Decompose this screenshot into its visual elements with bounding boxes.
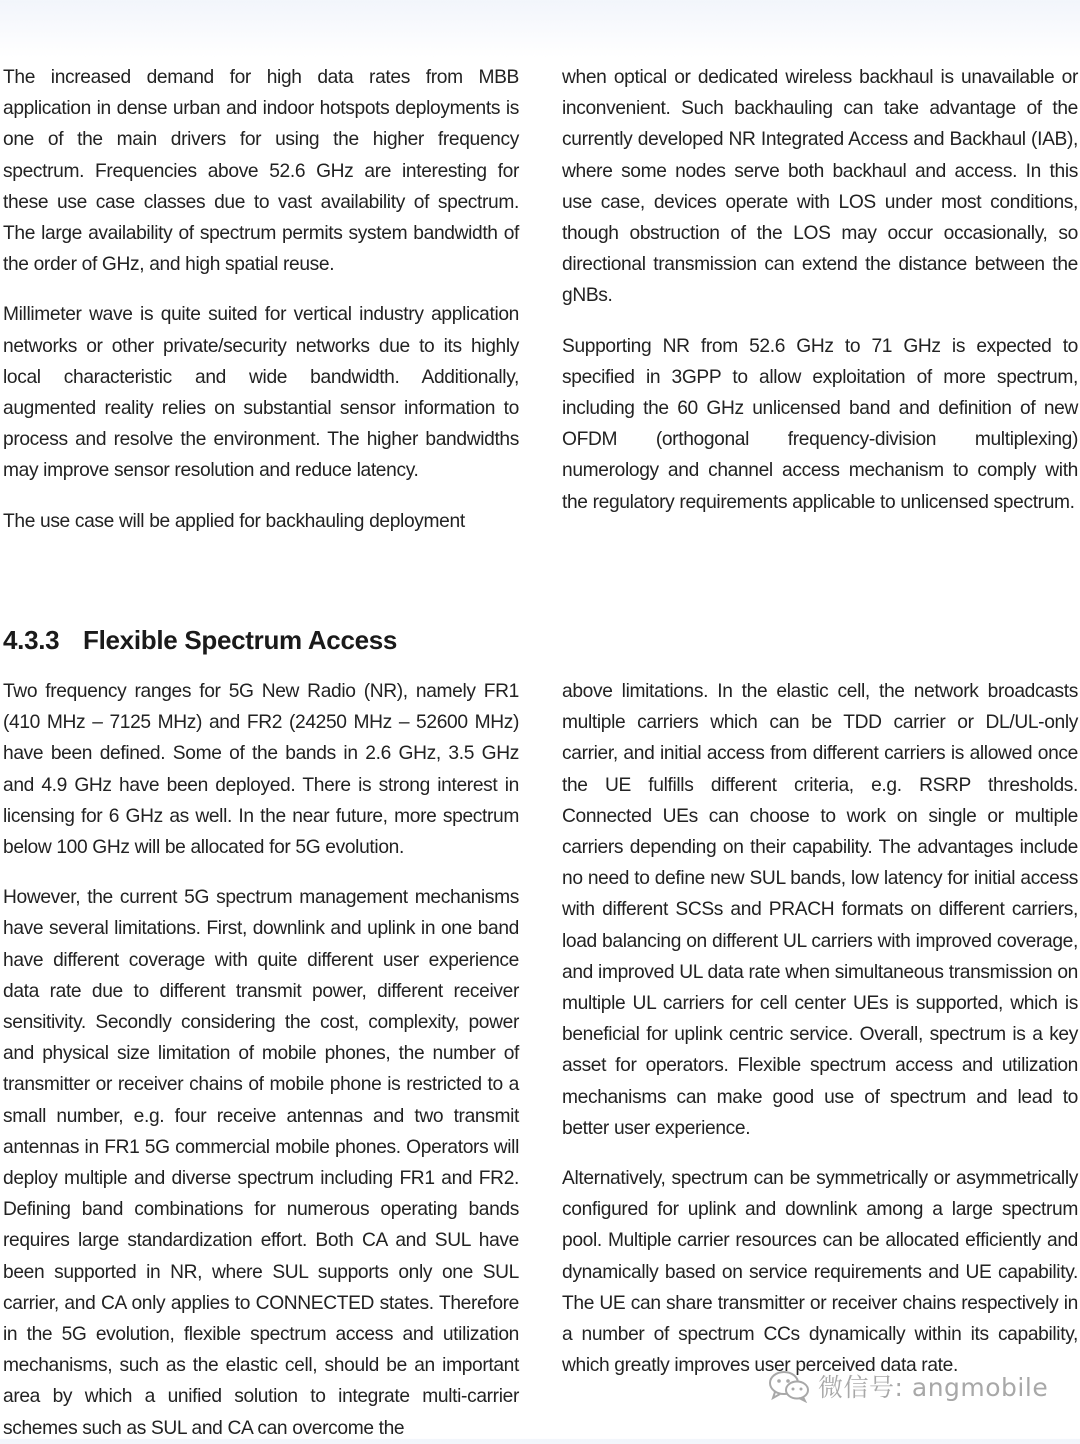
section-title: Flexible Spectrum Access: [83, 625, 398, 655]
bottom-right-column: [562, 676, 1078, 1381]
section-heading: [3, 620, 397, 660]
top-right-column: [562, 62, 1078, 518]
paragraph: Two frequency ranges for 5G New Radio (NR), namely FR1 (410 MHz – 7125 MHz) and FR2 (24250 MHz – 52600 MHz) have been defined. Some of the bands in 2.6 GHz, 3.5 GHz and 4.9 GHz have been deployed. There is strong interest in licensing for 6 GHz as well. In the near future, more spectrum below 100 GHz will be allocated for 5G evolution.: [3, 681, 519, 859]
paragraph: However, the current 5G spectrum management mechanisms have several limitations. First, downlink and uplink in one band have different coverage with quite different user experience data rate due to different transmit power, different receiver sensitivity. Secondly considering the cost, complexity, power and physical size limitation of mobile phones, the number of transmitter or receiver chains of mobile phone is restricted to a small number, e.g. four receive antennas and two transmit antennas in FR1 5G commercial mobile phones. Operators will deploy multiple and diverse spectrum including FR1 and FR2. Defining band combinations for numerous operating bands requires large standardization effort. Both CA and SUL have been supported in NR, where SUL supports only one SUL carrier, and CA only applies to CONNECTED states. Therefore in the 5G evolution, flexible spectrum access and utilization mechanisms, such as the elastic cell, should be an important area by which a unified solution to integrate multi-carrier schemes such as SUL and CA can overcome the: [3, 887, 519, 1439]
paragraph: above limitations. In the elastic cell, the network broadcasts multiple carriers which can be TDD carrier or DL/UL-only carrier, and initial access from different carriers is allowed once the UE fulfills different criteria, e.g. RSRP thresholds. Connected UEs can choose to work on single or multiple carriers depending on their capability. The advantages include no need to define new SUL bands, low latency for initial access with different SCSs and PRACH formats on different carriers, load balancing on different UL carriers with improved coverage, and improved UL data rate when simultaneous transmission on multiple UL carriers for cell center UEs is supported, which is beneficial for uplink centric service. Overall, spectrum is a key asset for operators. Flexible spectrum access and utilization mechanisms can make good use of spectrum and lead to better user experience.: [562, 681, 1078, 1139]
bottom-left-column: [3, 676, 519, 1444]
paragraph: Millimeter wave is quite suited for vertical industry application networks or other private/security networks due to its highly local characteristic and wide bandwidth. Additionally, augmented reality relies on substantial sensor information to process and resolve the environment. The higher bandwidths may improve sensor resolution and reduce latency.: [3, 304, 519, 482]
watermark: [768, 1368, 1048, 1404]
paragraph: The use case will be applied for backhauling deployment: [3, 510, 465, 532]
wechat-icon: [768, 1369, 810, 1403]
paragraph: The increased demand for high data rates from MBB application in dense urban and indoor hotspots deployments is one of the main drivers for using the higher frequency spectrum. Frequencies above 52.6 GHz are interesting for these use case classes due to vast availability of spectrum. The large availability of spectrum permits system bandwidth of the order of GHz, and high spatial reuse.: [3, 67, 519, 276]
paragraph: when optical or dedicated wireless backhaul is unavailable or inconvenient. Such backhauling can take advantage of the currently developed NR Integrated Access and Backhaul (IAB), where some nodes serve both backhaul and access. In this use case, devices operate with LOS under most conditions, though obstruction of the LOS may occur occasionally, so directional transmission can extend the distance between the gNBs.: [562, 67, 1078, 307]
section-number: 4.3.3: [3, 625, 60, 655]
top-left-column: [3, 62, 519, 537]
paragraph: Alternatively, spectrum can be symmetrically or asymmetrically configured for uplink and downlink among a large spectrum pool. Multiple carrier resources can be allocated efficiently and dynamically based on service requirements and UE capability. The UE can share transmitter or receiver chains respectively in a number of spectrum CCs dynamically within its capability, which greatly improves user perceived data rate.: [562, 1168, 1078, 1377]
watermark-text: 微信号: angmobile: [818, 1373, 1049, 1402]
paragraph: Supporting NR from 52.6 GHz to 71 GHz is expected to specified in 3GPP to allow exploitation of more spectrum, including the 60 GHz unlicensed band and definition of new OFDM (orthogonal frequency-division multiplexing) numerology and channel access mechanism to comply with the regulatory requirements applicable to unlicensed spectrum.: [562, 335, 1078, 513]
